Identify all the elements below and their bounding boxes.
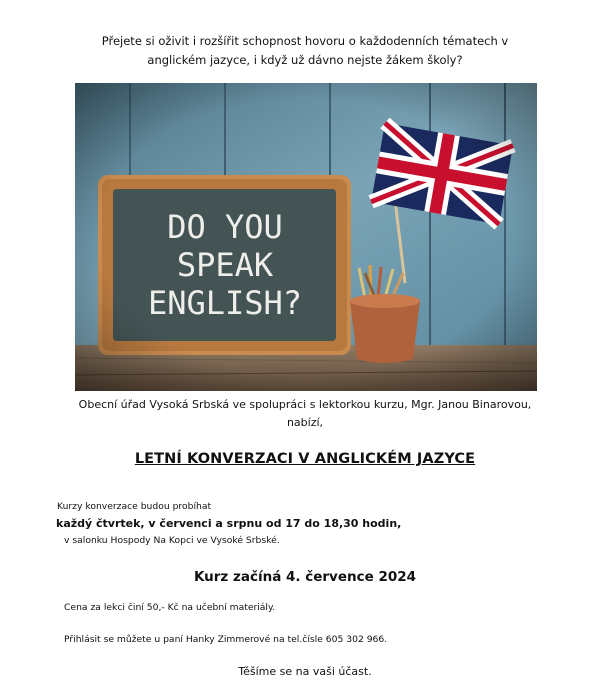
organizer-line-2: nabízí, — [286, 416, 324, 429]
schedule-where: v salonku Hospody Na Kopci ve Vysoké Srbské. — [64, 535, 280, 546]
intro-line-1: Přejete si oživit i rozšířit schopnost hovoru o každodenních tématech v — [101, 34, 509, 48]
organizer-text — [0, 396, 610, 432]
closing-text: Těšíme se na vaši účast. — [238, 665, 372, 678]
intro-line-2: anglickém jazyce, i když už dávno nejste žákem školy? — [147, 53, 463, 67]
organizer-line-1: Obecní úřad Vysoká Srbská ve spolupráci s lektorkou kurzu, Mgr. Janou Binarovou, — [78, 398, 532, 411]
photo-illustration — [75, 83, 537, 391]
schedule-when: každý čtvrtek, v červenci a srpnu od 17 do 18,30 hodin, — [56, 517, 402, 530]
price-info: Cena za lekci činí 50,- Kč na učební materiály. — [64, 602, 276, 613]
course-start: Kurz začíná 4. července 2024 — [193, 569, 417, 585]
english-photo — [75, 83, 537, 391]
intro-text — [0, 32, 610, 70]
course-heading: LETNÍ KONVERZACI V ANGLICKÉM JAZYCE — [134, 451, 476, 467]
schedule-intro: Kurzy konverzace budou probíhat — [57, 501, 212, 512]
signup-info: Přihlásit se můžete u paní Hanky Zimmerové na tel.čísle 605 302 966. — [64, 634, 388, 645]
